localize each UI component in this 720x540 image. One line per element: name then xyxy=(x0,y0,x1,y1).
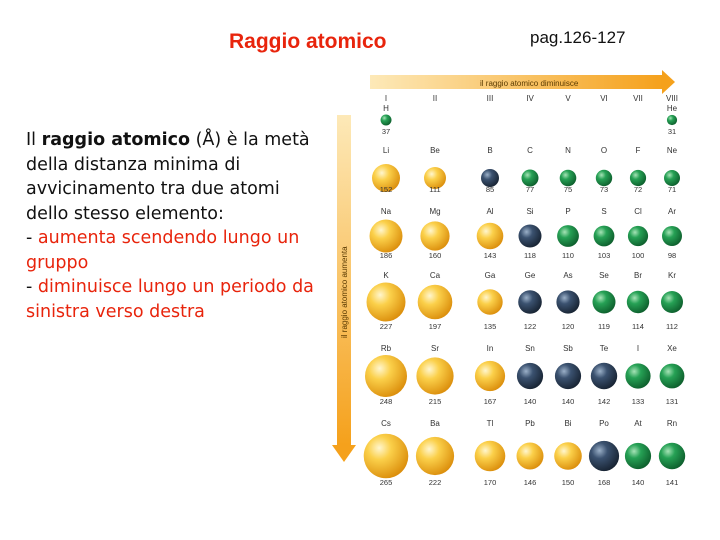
element-symbol: Cl xyxy=(634,207,642,216)
element-symbol: Si xyxy=(526,207,534,216)
atom-sphere xyxy=(370,220,403,253)
atomic-radius-value: 131 xyxy=(665,397,679,406)
group-header: V xyxy=(565,94,571,103)
element-symbol: Ba xyxy=(430,419,440,428)
atomic-radius-value: 227 xyxy=(379,322,393,331)
atomic-radius-value: 186 xyxy=(379,251,393,260)
atomic-radius-value: 197 xyxy=(428,322,442,331)
atomic-radius-value: 114 xyxy=(632,322,644,331)
bullet-1-dash: - xyxy=(26,228,38,248)
bullet-2-dash: - xyxy=(26,277,38,297)
atomic-radius-value: 248 xyxy=(379,397,393,406)
atom-sphere xyxy=(625,443,651,469)
bullet-2 xyxy=(26,275,326,324)
element-symbol: At xyxy=(634,419,642,428)
atomic-radius-value: 215 xyxy=(428,397,442,406)
atom-sphere xyxy=(522,170,539,187)
atom-sphere xyxy=(628,226,648,246)
element-symbol: Ca xyxy=(429,271,441,280)
element-symbol: As xyxy=(563,271,573,280)
atom-sphere xyxy=(594,226,615,247)
element-symbol: C xyxy=(527,146,533,155)
element-symbol: Al xyxy=(486,207,494,216)
element-symbol: I xyxy=(636,344,640,353)
atom-sphere xyxy=(627,291,649,313)
atomic-radius-value: 160 xyxy=(428,251,442,260)
atomic-radius-value: 85 xyxy=(485,185,495,194)
element-symbol: K xyxy=(383,271,389,280)
atom-sphere xyxy=(365,355,407,397)
atom-sphere xyxy=(660,364,685,389)
intro-prefix: Il xyxy=(26,130,42,150)
top-arrow xyxy=(370,70,675,94)
atom-sphere xyxy=(589,441,619,471)
atomic-radius-value: 100 xyxy=(631,251,645,260)
element-symbol: Rn xyxy=(666,419,678,428)
group-header: II xyxy=(432,94,438,103)
left-arrow-head-icon xyxy=(332,445,356,462)
atomic-radius-value: 143 xyxy=(483,251,497,260)
atomic-radius-value: 73 xyxy=(599,185,609,194)
group-header: I xyxy=(384,94,388,103)
atomic-radius-value: 222 xyxy=(428,478,442,487)
element-symbol: S xyxy=(601,207,607,216)
element-symbol: He xyxy=(666,104,678,113)
atomic-radius-value: 152 xyxy=(379,185,393,194)
atom-sphere xyxy=(416,437,454,475)
element-symbol: Po xyxy=(599,419,609,428)
atom-sphere xyxy=(517,443,544,470)
element-symbol: Li xyxy=(382,146,390,155)
atom-sphere xyxy=(630,170,646,186)
atom-sphere xyxy=(659,443,685,469)
atomic-radius-value: 119 xyxy=(598,322,610,331)
atomic-radius-value: 77 xyxy=(525,185,535,194)
element-symbol: Tl xyxy=(486,419,494,428)
atom-sphere xyxy=(593,291,616,314)
atom-sphere xyxy=(591,363,617,389)
group-header: VIII xyxy=(665,94,679,103)
page-reference: pag.126-127 xyxy=(530,28,626,47)
atom-sphere xyxy=(418,285,453,320)
atomic-radius-value: 110 xyxy=(562,251,574,260)
atom-sphere xyxy=(555,363,581,389)
element-symbol: Kr xyxy=(668,271,676,280)
element-symbol: Sb xyxy=(563,344,573,353)
element-symbol: Rb xyxy=(380,344,392,353)
atomic-radius-value: 71 xyxy=(667,185,677,194)
atomic-radius-value: 112 xyxy=(666,322,678,331)
atomic-radius-value: 167 xyxy=(483,397,497,406)
atomic-radius-value: 140 xyxy=(523,397,537,406)
element-symbol: Sr xyxy=(431,344,439,353)
top-arrow-head-icon xyxy=(662,70,675,94)
element-symbol: B xyxy=(487,146,493,155)
element-symbol: Na xyxy=(380,207,392,216)
atom-sphere xyxy=(625,363,650,388)
atom-sphere xyxy=(477,223,504,250)
group-header: III xyxy=(486,94,494,103)
atom-sphere xyxy=(475,441,506,472)
atomic-radius-value: 133 xyxy=(631,397,645,406)
atomic-radius-value: 141 xyxy=(665,478,679,487)
element-symbol: Se xyxy=(599,271,609,280)
atomic-radius-value: 98 xyxy=(667,251,677,260)
atomic-radius-value: 168 xyxy=(597,478,611,487)
atom-sphere xyxy=(518,290,542,314)
atom-sphere xyxy=(367,283,406,322)
atomic-radius-value: 120 xyxy=(561,322,575,331)
bullet-2-text: diminuisce lungo un periodo da sinistra verso destra xyxy=(26,277,314,322)
atom-sphere xyxy=(416,357,453,394)
intro-term: raggio atomico xyxy=(41,130,191,150)
atom-sphere xyxy=(554,442,582,470)
element-grid xyxy=(364,104,685,487)
group-header: IV xyxy=(526,94,534,103)
element-symbol: Xe xyxy=(667,344,677,353)
group-headers xyxy=(385,94,678,103)
atom-sphere xyxy=(420,221,449,250)
atom-sphere xyxy=(519,225,542,248)
element-symbol: Mg xyxy=(429,207,441,216)
atom-sphere xyxy=(664,170,680,186)
atom-sphere xyxy=(662,226,682,246)
page-title: Raggio atomico xyxy=(229,30,387,53)
atomic-radius-value: 31 xyxy=(667,127,677,136)
element-symbol: H xyxy=(383,104,389,113)
element-symbol: Br xyxy=(634,271,642,280)
element-symbol: In xyxy=(486,344,494,353)
atomic-radius-value: 142 xyxy=(597,397,611,406)
atomic-radius-value: 140 xyxy=(561,397,575,406)
atom-sphere xyxy=(557,225,579,247)
atom-sphere xyxy=(661,291,683,313)
element-symbol: Ge xyxy=(524,271,536,280)
element-symbol: O xyxy=(600,146,608,155)
definition-text xyxy=(26,128,326,324)
bullet-1 xyxy=(26,226,326,275)
atom-sphere xyxy=(475,361,505,391)
atom-sphere xyxy=(667,115,677,125)
atomic-radius-value: 103 xyxy=(597,251,611,260)
intro-suffix: (Å) è la metà della distanza minima di avvicinamento tra due atomi dello stesso elemento: xyxy=(26,130,310,224)
element-symbol: N xyxy=(565,146,571,155)
element-symbol: Ne xyxy=(666,146,678,155)
atom-sphere xyxy=(364,434,409,479)
atomic-radius-value: 72 xyxy=(633,185,643,194)
element-symbol: Bi xyxy=(564,419,572,428)
element-symbol: Ar xyxy=(668,207,676,216)
atomic-radius-value: 135 xyxy=(483,322,497,331)
top-arrow-label: il raggio atomico diminuisce xyxy=(480,79,579,88)
group-header: VI xyxy=(600,94,608,103)
element-symbol: Sn xyxy=(525,344,535,353)
element-symbol: Ga xyxy=(484,271,496,280)
atomic-radius-value: 140 xyxy=(631,478,645,487)
element-symbol: P xyxy=(565,207,571,216)
element-symbol: Be xyxy=(430,146,440,155)
atomic-radius-figure xyxy=(330,70,690,500)
atomic-radius-value: 75 xyxy=(563,185,573,194)
atom-sphere xyxy=(517,363,543,389)
atom-sphere xyxy=(596,170,612,186)
element-symbol: Te xyxy=(599,344,609,353)
atomic-radius-value: 265 xyxy=(379,478,393,487)
bullet-1-text: aumenta scendendo lungo un gruppo xyxy=(26,228,300,273)
group-header: VII xyxy=(633,94,643,103)
atomic-radius-value: 146 xyxy=(523,478,537,487)
atom-sphere xyxy=(556,290,579,313)
atomic-radius-value: 118 xyxy=(524,251,536,260)
atom-sphere xyxy=(477,289,502,314)
atom-sphere xyxy=(560,170,577,187)
element-symbol: Pb xyxy=(525,419,535,428)
left-arrow xyxy=(332,115,356,462)
atomic-radius-value: 150 xyxy=(561,478,575,487)
left-arrow-label: il raggio atomico aumenta xyxy=(340,246,349,338)
atomic-radius-value: 37 xyxy=(381,127,391,136)
element-symbol: F xyxy=(635,146,641,155)
atomic-radius-value: 111 xyxy=(429,185,441,194)
element-symbol: Cs xyxy=(381,419,391,428)
atom-sphere xyxy=(381,115,392,126)
atomic-radius-value: 170 xyxy=(483,478,497,487)
atomic-radius-value: 122 xyxy=(523,322,537,331)
